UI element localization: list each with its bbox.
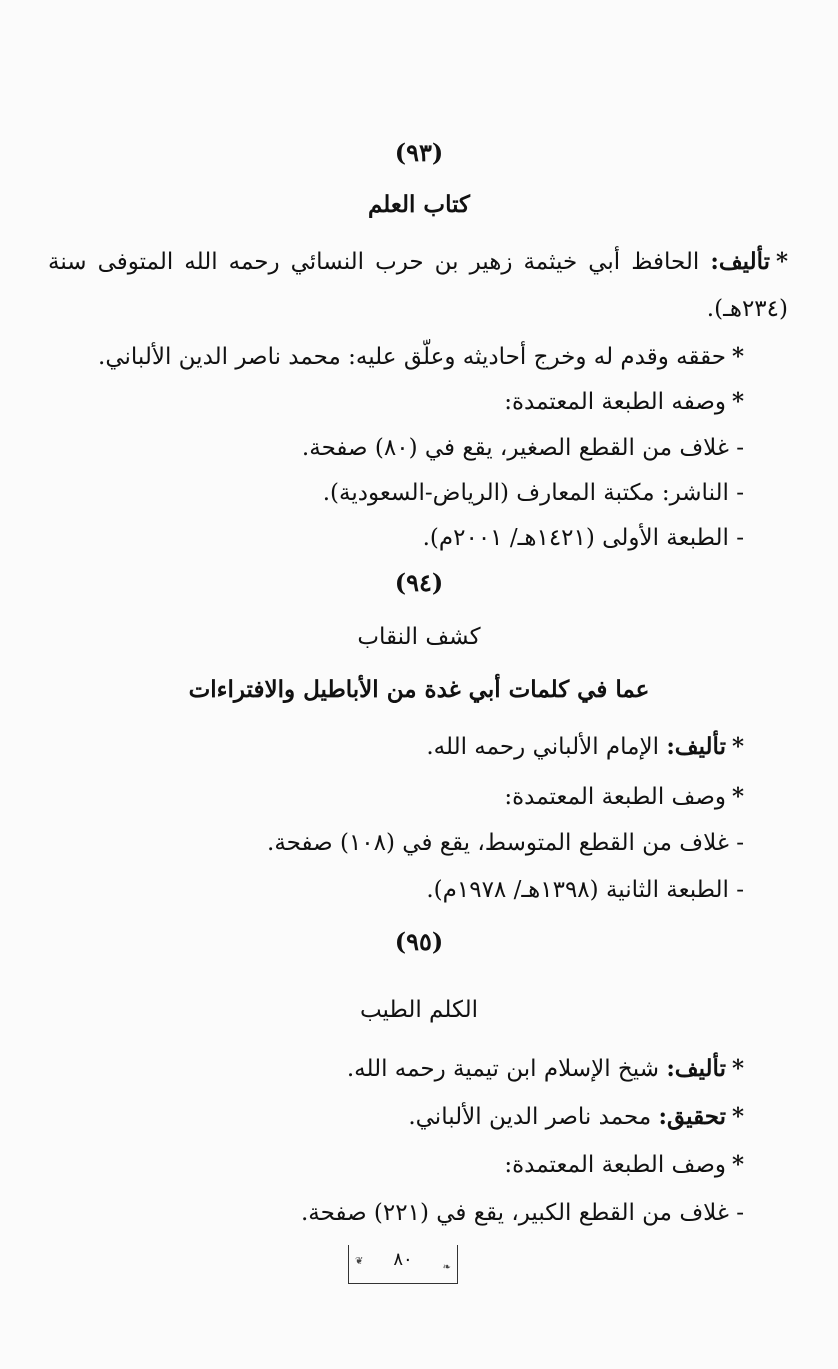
page-number: ٨٠ (393, 1249, 413, 1270)
edition-heading (504, 1148, 744, 1182)
entry-number: (٩٥) (394, 927, 444, 956)
author-label: تأليف: (666, 1055, 726, 1082)
bullet-star-icon: * (731, 343, 744, 370)
book-title: كتاب العلم (368, 191, 470, 218)
book-subtitle: عما في كلمات أبي غدة من الأباطيل والافتراءات (188, 676, 650, 703)
edition-heading (504, 385, 744, 419)
editor-line (98, 340, 744, 374)
editor-line (408, 1100, 744, 1134)
detail-item: - الطبعة الأولى (١٤٢١هـ/ ٢٠٠١م). (422, 525, 744, 551)
detail-item: - الناشر: مكتبة المعارف (الرياض-السعودية). (322, 480, 744, 506)
detail-item: - الطبعة الثانية (١٣٩٨هـ/ ١٩٧٨م). (426, 877, 744, 903)
book-title: كشف النقاب (357, 624, 481, 650)
bullet-star-icon: * (775, 248, 789, 275)
ornament-icon: ❦ (355, 1256, 364, 1267)
bullet-star-icon: * (731, 733, 744, 760)
edition-heading-text: وصفه الطبعة المعتمدة: (504, 389, 726, 415)
author-line-continued: (٢٣٤هـ). (706, 296, 788, 322)
editor-text: حققه وقدم له وخرج أحاديثه وعلّق عليه: محمد ناصر الدين الألباني. (98, 344, 726, 370)
bullet-star-icon: * (731, 783, 744, 810)
ornament-icon: ❧ (442, 1262, 451, 1273)
editor-label: تحقيق: (658, 1103, 726, 1130)
author-text: شيخ الإسلام ابن تيمية رحمه الله. (346, 1056, 659, 1082)
author-text: الحافظ أبي خيثمة زهير بن حرب النسائي رحمه الله المتوفى سنة (48, 249, 700, 275)
detail-item: - غلاف من القطع الكبير، يقع في (٢٢١) صفحة. (300, 1200, 744, 1226)
page-number-frame (348, 1245, 458, 1284)
book-title: الكلم الطيب (359, 997, 479, 1023)
edition-heading-text: وصف الطبعة المعتمدة: (504, 1152, 726, 1178)
author-line (347, 1052, 744, 1086)
detail-item: - غلاف من القطع الصغير، يقع في (٨٠) صفحة. (301, 435, 744, 461)
bullet-star-icon: * (731, 388, 744, 415)
edition-heading-text: وصف الطبعة المعتمدة: (504, 784, 726, 810)
author-text: الإمام الألباني رحمه الله. (426, 734, 659, 760)
author-label: تأليف: (666, 733, 726, 760)
author-label: تأليف: (710, 248, 770, 275)
bullet-star-icon: * (731, 1055, 744, 1082)
detail-item: - غلاف من القطع المتوسط، يقع في (١٠٨) صفحة. (267, 830, 744, 856)
bullet-star-icon: * (731, 1151, 744, 1178)
entry-number: (٩٤) (394, 568, 444, 597)
entry-number: (٩٣) (394, 138, 444, 167)
author-line (426, 730, 744, 764)
editor-text: محمد ناصر الدين الألباني. (408, 1104, 652, 1130)
bullet-star-icon: * (731, 1103, 744, 1130)
edition-heading (504, 780, 744, 814)
author-line (48, 245, 788, 279)
